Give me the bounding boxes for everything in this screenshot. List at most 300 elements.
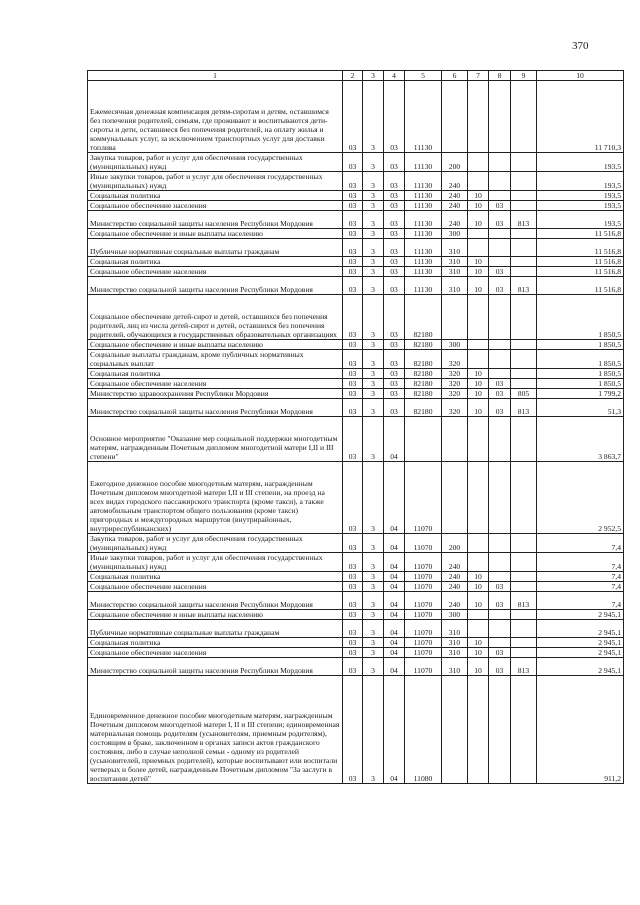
row-col-8-cell: 03 bbox=[489, 379, 511, 389]
row-col-8-cell bbox=[489, 295, 511, 340]
row-col-9-cell bbox=[511, 610, 537, 620]
header-col-8: 8 bbox=[489, 71, 511, 81]
row-col-5-cell: 11070 bbox=[405, 620, 442, 638]
row-col-2-cell: 03 bbox=[343, 553, 363, 572]
row-name-cell: Социальное обеспечение детей-сирот и детей, оставшихся без попечения родителей, лиц из числа детей-сирот и детей, оставшихся без попечения родителей, обучающихся в государственных образовательных организациях bbox=[88, 295, 343, 340]
row-col-5-cell: 11070 bbox=[405, 582, 442, 592]
row-col-5-cell: 11130 bbox=[405, 201, 442, 211]
table-row bbox=[88, 638, 624, 648]
row-col-10-cell: 7,4 bbox=[537, 572, 624, 582]
row-col-4-cell: 03 bbox=[384, 172, 405, 191]
row-col-6-cell: 200 bbox=[442, 534, 468, 553]
row-col-7-cell bbox=[468, 417, 489, 462]
row-col-9-cell bbox=[511, 172, 537, 191]
header-col-9: 9 bbox=[511, 71, 537, 81]
table-row bbox=[88, 340, 624, 350]
row-col-4-cell: 03 bbox=[384, 277, 405, 295]
table-row bbox=[88, 201, 624, 211]
row-col-9-cell bbox=[511, 379, 537, 389]
row-name-cell: Социальное обеспечение и иные выплаты населению bbox=[88, 340, 343, 350]
row-col-10-cell: 11 516,8 bbox=[537, 257, 624, 267]
row-col-7-cell: 10 bbox=[468, 389, 489, 399]
row-col-2-cell: 03 bbox=[343, 648, 363, 658]
header-col-10: 10 bbox=[537, 71, 624, 81]
row-col-5-cell: 11070 bbox=[405, 648, 442, 658]
table-body bbox=[88, 81, 624, 784]
row-col-8-cell: 03 bbox=[489, 211, 511, 229]
row-col-2-cell: 03 bbox=[343, 379, 363, 389]
row-col-2-cell: 03 bbox=[343, 610, 363, 620]
row-col-10-cell: 1 850,5 bbox=[537, 379, 624, 389]
row-col-7-cell bbox=[468, 295, 489, 340]
row-col-9-cell bbox=[511, 572, 537, 582]
row-col-8-cell bbox=[489, 81, 511, 153]
row-col-2-cell: 03 bbox=[343, 350, 363, 369]
row-col-10-cell: 193,5 bbox=[537, 211, 624, 229]
row-name-cell: Социальное обеспечение и иные выплаты населению bbox=[88, 229, 343, 239]
row-col-5-cell: 11070 bbox=[405, 462, 442, 534]
row-col-2-cell: 03 bbox=[343, 81, 363, 153]
row-col-3-cell: 3 bbox=[363, 553, 384, 572]
row-col-4-cell: 03 bbox=[384, 295, 405, 340]
row-col-7-cell bbox=[468, 534, 489, 553]
row-col-7-cell: 10 bbox=[468, 648, 489, 658]
row-col-4-cell: 04 bbox=[384, 648, 405, 658]
row-col-10-cell: 1 850,5 bbox=[537, 295, 624, 340]
row-col-10-cell: 193,5 bbox=[537, 191, 624, 201]
row-col-6-cell: 310 bbox=[442, 620, 468, 638]
table-row bbox=[88, 229, 624, 239]
row-col-7-cell: 10 bbox=[468, 257, 489, 267]
row-col-4-cell: 04 bbox=[384, 572, 405, 582]
row-col-2-cell: 03 bbox=[343, 658, 363, 676]
row-col-8-cell bbox=[489, 417, 511, 462]
row-col-5-cell: 11130 bbox=[405, 239, 442, 257]
row-col-10-cell: 2 945,1 bbox=[537, 638, 624, 648]
table-row bbox=[88, 658, 624, 676]
row-col-3-cell: 3 bbox=[363, 211, 384, 229]
row-col-6-cell bbox=[442, 417, 468, 462]
row-col-2-cell: 03 bbox=[343, 267, 363, 277]
row-name-cell: Единовременное денежное пособие многодетным матерям, награжденным Почетным дипломом многодетной матери I, II и III степени; единовременная материальная помощь родителям (усыновителям, приемным родителям), состоящим в браке, заключенном в органах записи актов гражданского состояния, либо в случае неполной семьи - одному из родителей (усыновителей, приемных родителей), которые воспитывают или воспитали четверых и более детей, награжденным Почетным дипломом "За заслуги в воспитании детей" bbox=[88, 676, 343, 784]
row-col-4-cell: 03 bbox=[384, 201, 405, 211]
row-col-4-cell: 04 bbox=[384, 553, 405, 572]
row-col-3-cell: 3 bbox=[363, 638, 384, 648]
row-col-8-cell bbox=[489, 553, 511, 572]
header-col-2: 2 bbox=[343, 71, 363, 81]
row-name-cell: Социальная политика bbox=[88, 191, 343, 201]
row-col-10-cell: 1 850,5 bbox=[537, 340, 624, 350]
row-col-7-cell: 10 bbox=[468, 211, 489, 229]
row-col-8-cell bbox=[489, 239, 511, 257]
row-col-2-cell: 03 bbox=[343, 257, 363, 267]
row-col-7-cell: 10 bbox=[468, 399, 489, 417]
row-col-4-cell: 04 bbox=[384, 676, 405, 784]
row-col-5-cell: 11130 bbox=[405, 153, 442, 172]
row-name-cell: Социальное обеспечение населения bbox=[88, 201, 343, 211]
row-col-7-cell: 10 bbox=[468, 638, 489, 648]
row-col-3-cell: 3 bbox=[363, 239, 384, 257]
row-col-10-cell: 1 850,5 bbox=[537, 350, 624, 369]
row-col-10-cell: 7,4 bbox=[537, 582, 624, 592]
row-col-3-cell: 3 bbox=[363, 676, 384, 784]
row-col-9-cell: 813 bbox=[511, 658, 537, 676]
row-col-7-cell bbox=[468, 462, 489, 534]
row-col-8-cell bbox=[489, 638, 511, 648]
row-col-5-cell bbox=[405, 417, 442, 462]
table-row bbox=[88, 267, 624, 277]
row-col-2-cell: 03 bbox=[343, 340, 363, 350]
row-col-5-cell: 11070 bbox=[405, 592, 442, 610]
row-col-9-cell bbox=[511, 676, 537, 784]
row-col-5-cell: 11130 bbox=[405, 191, 442, 201]
row-col-9-cell: 813 bbox=[511, 592, 537, 610]
row-col-8-cell bbox=[489, 257, 511, 267]
row-col-3-cell: 3 bbox=[363, 153, 384, 172]
row-col-4-cell: 04 bbox=[384, 417, 405, 462]
row-col-10-cell: 193,5 bbox=[537, 201, 624, 211]
row-col-8-cell bbox=[489, 676, 511, 784]
row-name-cell: Министерство социальной защиты населения Республики Мордовия bbox=[88, 658, 343, 676]
table-row bbox=[88, 239, 624, 257]
row-col-5-cell: 82180 bbox=[405, 379, 442, 389]
row-name-cell: Публичные нормативные социальные выплаты гражданам bbox=[88, 239, 343, 257]
row-col-3-cell: 3 bbox=[363, 81, 384, 153]
table-row bbox=[88, 191, 624, 201]
row-name-cell: Закупка товаров, работ и услуг для обеспечения государственных (муниципальных) нужд bbox=[88, 534, 343, 553]
row-col-2-cell: 03 bbox=[343, 592, 363, 610]
row-col-7-cell bbox=[468, 350, 489, 369]
table-row bbox=[88, 462, 624, 534]
row-col-7-cell: 10 bbox=[468, 582, 489, 592]
row-col-7-cell: 10 bbox=[468, 379, 489, 389]
row-col-8-cell bbox=[489, 610, 511, 620]
row-name-cell: Социальная политика bbox=[88, 369, 343, 379]
row-col-2-cell: 03 bbox=[343, 462, 363, 534]
row-col-6-cell: 320 bbox=[442, 399, 468, 417]
row-name-cell: Министерство социальной защиты населения Республики Мордовия bbox=[88, 399, 343, 417]
row-col-4-cell: 03 bbox=[384, 229, 405, 239]
row-col-8-cell bbox=[489, 229, 511, 239]
row-col-4-cell: 03 bbox=[384, 267, 405, 277]
row-col-8-cell: 03 bbox=[489, 648, 511, 658]
row-col-3-cell: 3 bbox=[363, 658, 384, 676]
table-row bbox=[88, 399, 624, 417]
header-col-6: 6 bbox=[442, 71, 468, 81]
row-col-3-cell: 3 bbox=[363, 191, 384, 201]
row-col-5-cell: 82180 bbox=[405, 369, 442, 379]
row-col-10-cell: 11 516,8 bbox=[537, 239, 624, 257]
row-col-4-cell: 03 bbox=[384, 350, 405, 369]
row-name-cell: Ежемесячная денежная компенсация детям-сиротам и детям, оставшимся без попечения родителей, семьям, где проживают и воспитываются дети-сироты и дети, оставшиеся без попечения родителей, на оплату жилья и коммунальных услуг, за исключением транспортных услуг для доставки топлива bbox=[88, 81, 343, 153]
row-col-8-cell: 03 bbox=[489, 399, 511, 417]
row-col-2-cell: 03 bbox=[343, 638, 363, 648]
row-col-8-cell bbox=[489, 572, 511, 582]
table-row bbox=[88, 417, 624, 462]
row-col-2-cell: 03 bbox=[343, 295, 363, 340]
row-col-8-cell bbox=[489, 534, 511, 553]
row-col-3-cell: 3 bbox=[363, 417, 384, 462]
row-col-3-cell: 3 bbox=[363, 295, 384, 340]
row-col-2-cell: 03 bbox=[343, 369, 363, 379]
row-col-3-cell: 3 bbox=[363, 534, 384, 553]
row-col-3-cell: 3 bbox=[363, 267, 384, 277]
table-row bbox=[88, 211, 624, 229]
table-row bbox=[88, 379, 624, 389]
row-name-cell: Социальное обеспечение населения bbox=[88, 379, 343, 389]
table-row bbox=[88, 257, 624, 267]
row-name-cell: Министерство социальной защиты населения Республики Мордовия bbox=[88, 592, 343, 610]
row-col-4-cell: 03 bbox=[384, 239, 405, 257]
row-col-6-cell: 240 bbox=[442, 201, 468, 211]
row-col-7-cell bbox=[468, 229, 489, 239]
row-col-4-cell: 03 bbox=[384, 81, 405, 153]
row-col-3-cell: 3 bbox=[363, 201, 384, 211]
row-col-10-cell: 7,4 bbox=[537, 534, 624, 553]
row-col-3-cell: 3 bbox=[363, 389, 384, 399]
row-col-5-cell: 11080 bbox=[405, 676, 442, 784]
row-col-9-cell bbox=[511, 369, 537, 379]
row-col-10-cell: 1 799,2 bbox=[537, 389, 624, 399]
row-col-2-cell: 03 bbox=[343, 399, 363, 417]
row-col-6-cell bbox=[442, 676, 468, 784]
row-col-6-cell bbox=[442, 81, 468, 153]
row-col-3-cell: 3 bbox=[363, 610, 384, 620]
row-col-2-cell: 03 bbox=[343, 191, 363, 201]
row-col-4-cell: 03 bbox=[384, 257, 405, 267]
row-col-10-cell: 7,4 bbox=[537, 592, 624, 610]
row-name-cell: Министерство социальной защиты населения Республики Мордовия bbox=[88, 211, 343, 229]
row-col-4-cell: 03 bbox=[384, 153, 405, 172]
table-row bbox=[88, 81, 624, 153]
row-col-9-cell bbox=[511, 648, 537, 658]
row-name-cell: Социальная политика bbox=[88, 638, 343, 648]
row-col-6-cell: 240 bbox=[442, 553, 468, 572]
row-col-3-cell: 3 bbox=[363, 340, 384, 350]
row-col-6-cell: 310 bbox=[442, 648, 468, 658]
row-col-2-cell: 03 bbox=[343, 572, 363, 582]
table-row bbox=[88, 676, 624, 784]
row-name-cell: Социальная политика bbox=[88, 572, 343, 582]
row-col-7-cell: 10 bbox=[468, 369, 489, 379]
row-col-3-cell: 3 bbox=[363, 399, 384, 417]
row-col-8-cell bbox=[489, 350, 511, 369]
row-col-4-cell: 04 bbox=[384, 658, 405, 676]
row-col-5-cell: 11070 bbox=[405, 610, 442, 620]
row-col-6-cell: 240 bbox=[442, 592, 468, 610]
row-col-10-cell: 2 945,1 bbox=[537, 648, 624, 658]
row-col-9-cell: 813 bbox=[511, 277, 537, 295]
row-name-cell: Министерство социальной защиты населения Республики Мордовия bbox=[88, 277, 343, 295]
row-col-5-cell: 11130 bbox=[405, 229, 442, 239]
row-col-3-cell: 3 bbox=[363, 350, 384, 369]
page-number: 370 bbox=[572, 40, 589, 52]
row-col-2-cell: 03 bbox=[343, 620, 363, 638]
row-col-9-cell: 813 bbox=[511, 399, 537, 417]
table-row bbox=[88, 369, 624, 379]
row-col-3-cell: 3 bbox=[363, 620, 384, 638]
row-col-6-cell: 310 bbox=[442, 239, 468, 257]
row-col-10-cell: 11 516,8 bbox=[537, 277, 624, 295]
row-col-2-cell: 03 bbox=[343, 201, 363, 211]
row-col-3-cell: 3 bbox=[363, 277, 384, 295]
row-col-8-cell bbox=[489, 462, 511, 534]
row-col-5-cell: 11070 bbox=[405, 572, 442, 582]
row-name-cell: Социальное обеспечение и иные выплаты населению bbox=[88, 610, 343, 620]
header-col-7: 7 bbox=[468, 71, 489, 81]
row-name-cell: Ежегодное денежное пособие многодетным матерям, награжденным Почетным дипломом многодетной матери I,II и III степени, на проезд на всех видах городского пассажирского транспорта (кроме такси), а также автомобильным транспортом общего пользования (кроме такси) пригородных и междугородных маршрутов (внутрирайонных, внутриреспубликанских) bbox=[88, 462, 343, 534]
row-col-6-cell bbox=[442, 462, 468, 534]
row-col-6-cell bbox=[442, 295, 468, 340]
row-col-6-cell: 310 bbox=[442, 658, 468, 676]
row-col-9-cell bbox=[511, 191, 537, 201]
row-col-5-cell: 82180 bbox=[405, 399, 442, 417]
row-name-cell: Министерство здравоохранения Республики Мордовия bbox=[88, 389, 343, 399]
row-col-7-cell bbox=[468, 172, 489, 191]
row-col-6-cell: 320 bbox=[442, 350, 468, 369]
row-col-5-cell: 11070 bbox=[405, 658, 442, 676]
row-col-3-cell: 3 bbox=[363, 172, 384, 191]
row-col-3-cell: 3 bbox=[363, 592, 384, 610]
row-col-10-cell: 11 710,3 bbox=[537, 81, 624, 153]
table-row bbox=[88, 648, 624, 658]
row-col-10-cell: 11 516,8 bbox=[537, 229, 624, 239]
row-col-2-cell: 03 bbox=[343, 676, 363, 784]
row-col-8-cell: 03 bbox=[489, 389, 511, 399]
row-col-9-cell bbox=[511, 350, 537, 369]
table-row bbox=[88, 620, 624, 638]
row-col-2-cell: 03 bbox=[343, 534, 363, 553]
table-row bbox=[88, 592, 624, 610]
row-col-6-cell: 310 bbox=[442, 267, 468, 277]
row-col-9-cell bbox=[511, 620, 537, 638]
row-col-5-cell: 82180 bbox=[405, 350, 442, 369]
row-col-2-cell: 03 bbox=[343, 211, 363, 229]
row-col-3-cell: 3 bbox=[363, 648, 384, 658]
row-col-9-cell bbox=[511, 340, 537, 350]
row-col-7-cell: 10 bbox=[468, 592, 489, 610]
row-col-9-cell bbox=[511, 239, 537, 257]
row-name-cell: Социальное обеспечение населения bbox=[88, 267, 343, 277]
row-col-9-cell bbox=[511, 81, 537, 153]
row-col-5-cell: 11070 bbox=[405, 553, 442, 572]
row-col-7-cell bbox=[468, 620, 489, 638]
row-col-9-cell bbox=[511, 267, 537, 277]
row-col-2-cell: 03 bbox=[343, 417, 363, 462]
row-col-4-cell: 04 bbox=[384, 462, 405, 534]
row-col-9-cell bbox=[511, 638, 537, 648]
row-col-5-cell: 11130 bbox=[405, 277, 442, 295]
row-col-5-cell: 11130 bbox=[405, 267, 442, 277]
row-col-8-cell: 03 bbox=[489, 658, 511, 676]
row-col-7-cell bbox=[468, 153, 489, 172]
row-name-cell: Иные закупки товаров, работ и услуг для обеспечения государственных (муниципальных) нужд bbox=[88, 553, 343, 572]
row-col-10-cell: 2 952,5 bbox=[537, 462, 624, 534]
row-col-6-cell: 310 bbox=[442, 277, 468, 295]
row-col-9-cell bbox=[511, 534, 537, 553]
row-col-4-cell: 03 bbox=[384, 211, 405, 229]
row-col-5-cell: 11070 bbox=[405, 638, 442, 648]
row-col-8-cell: 03 bbox=[489, 201, 511, 211]
row-col-9-cell bbox=[511, 201, 537, 211]
row-col-2-cell: 03 bbox=[343, 229, 363, 239]
row-col-3-cell: 3 bbox=[363, 582, 384, 592]
row-col-5-cell: 11130 bbox=[405, 257, 442, 267]
row-col-7-cell bbox=[468, 81, 489, 153]
row-col-4-cell: 04 bbox=[384, 534, 405, 553]
table-row bbox=[88, 277, 624, 295]
row-col-8-cell: 03 bbox=[489, 277, 511, 295]
row-col-4-cell: 03 bbox=[384, 369, 405, 379]
table-header-row bbox=[88, 71, 624, 81]
table-row bbox=[88, 572, 624, 582]
row-col-7-cell: 10 bbox=[468, 658, 489, 676]
row-col-6-cell: 310 bbox=[442, 638, 468, 648]
row-col-4-cell: 04 bbox=[384, 592, 405, 610]
row-name-cell: Иные закупки товаров, работ и услуг для обеспечения государственных (муниципальных) нужд bbox=[88, 172, 343, 191]
row-col-4-cell: 04 bbox=[384, 638, 405, 648]
table-row bbox=[88, 295, 624, 340]
row-col-8-cell: 03 bbox=[489, 582, 511, 592]
header-col-4: 4 bbox=[384, 71, 405, 81]
table-row bbox=[88, 534, 624, 553]
row-col-6-cell: 300 bbox=[442, 229, 468, 239]
row-col-3-cell: 3 bbox=[363, 379, 384, 389]
row-col-4-cell: 04 bbox=[384, 582, 405, 592]
row-col-9-cell bbox=[511, 257, 537, 267]
row-col-5-cell: 11070 bbox=[405, 534, 442, 553]
row-col-6-cell: 300 bbox=[442, 610, 468, 620]
row-col-6-cell: 240 bbox=[442, 582, 468, 592]
row-col-5-cell: 11130 bbox=[405, 81, 442, 153]
row-col-2-cell: 03 bbox=[343, 153, 363, 172]
row-col-3-cell: 3 bbox=[363, 462, 384, 534]
header-col-1: 1 bbox=[88, 71, 343, 81]
row-col-10-cell: 11 516,8 bbox=[537, 267, 624, 277]
row-col-6-cell: 320 bbox=[442, 389, 468, 399]
row-col-10-cell: 51,3 bbox=[537, 399, 624, 417]
header-col-3: 3 bbox=[363, 71, 384, 81]
row-col-8-cell bbox=[489, 620, 511, 638]
table-row bbox=[88, 610, 624, 620]
row-col-7-cell bbox=[468, 610, 489, 620]
row-col-2-cell: 03 bbox=[343, 389, 363, 399]
row-col-9-cell bbox=[511, 417, 537, 462]
row-col-10-cell: 1 850,5 bbox=[537, 369, 624, 379]
row-col-3-cell: 3 bbox=[363, 369, 384, 379]
row-col-6-cell: 240 bbox=[442, 572, 468, 582]
row-col-3-cell: 3 bbox=[363, 572, 384, 582]
header-col-5: 5 bbox=[405, 71, 442, 81]
row-col-2-cell: 03 bbox=[343, 172, 363, 191]
row-col-7-cell bbox=[468, 676, 489, 784]
row-name-cell: Социальная политика bbox=[88, 257, 343, 267]
row-col-7-cell: 10 bbox=[468, 277, 489, 295]
row-col-4-cell: 03 bbox=[384, 340, 405, 350]
table-row bbox=[88, 389, 624, 399]
row-col-5-cell: 82180 bbox=[405, 389, 442, 399]
row-col-9-cell bbox=[511, 295, 537, 340]
row-col-9-cell bbox=[511, 153, 537, 172]
row-col-7-cell: 10 bbox=[468, 201, 489, 211]
row-col-2-cell: 03 bbox=[343, 239, 363, 257]
row-name-cell: Закупка товаров, работ и услуг для обеспечения государственных (муниципальных) нужд bbox=[88, 153, 343, 172]
row-col-5-cell: 11130 bbox=[405, 211, 442, 229]
budget-table bbox=[87, 70, 624, 784]
row-col-8-cell: 03 bbox=[489, 592, 511, 610]
table-row bbox=[88, 153, 624, 172]
row-col-7-cell bbox=[468, 340, 489, 350]
